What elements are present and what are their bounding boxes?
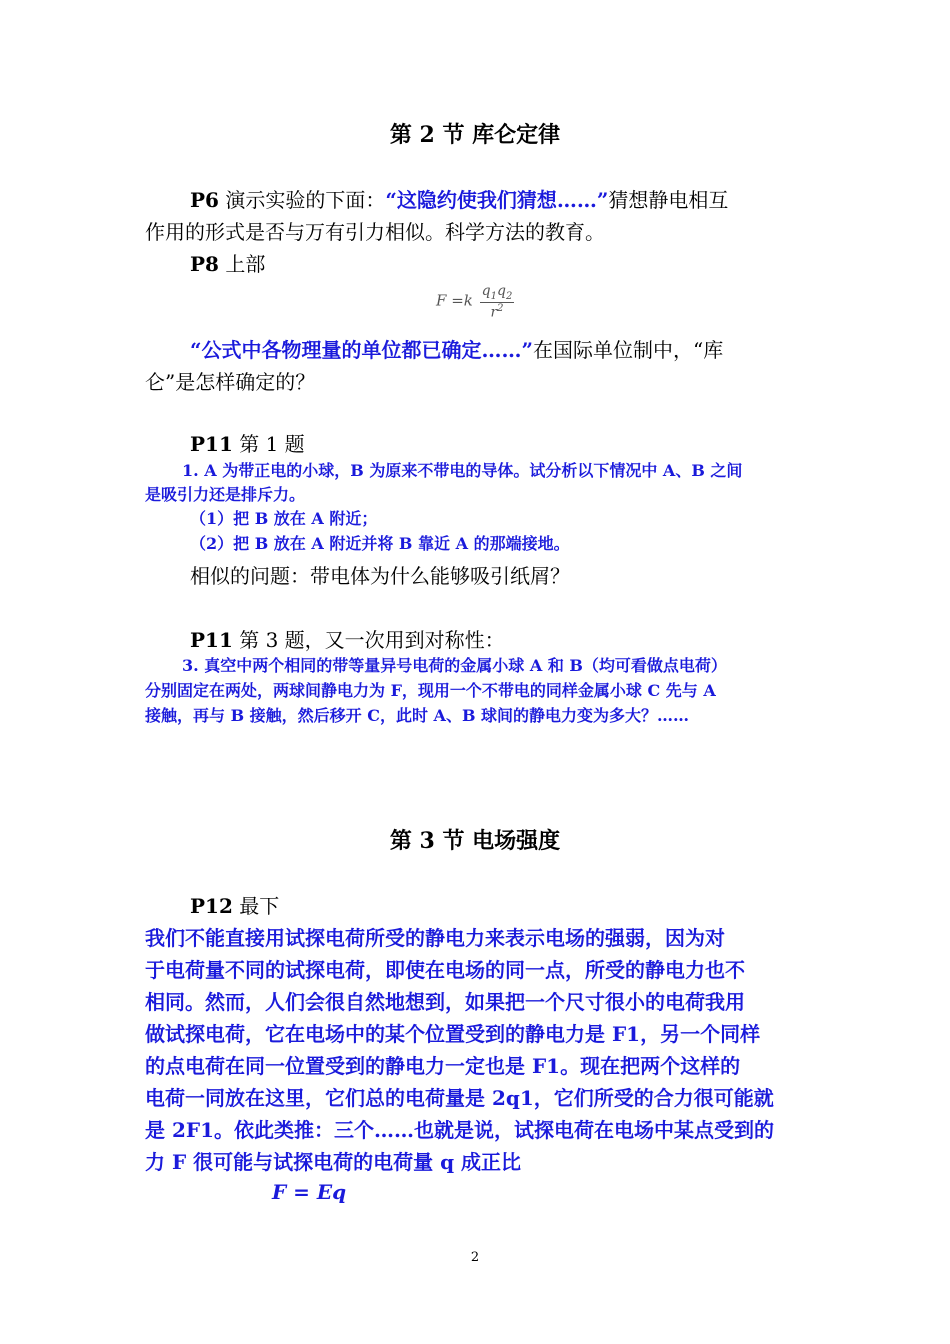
p6-text-a: 演示实验的下面： [218, 188, 386, 212]
coulomb-formula [436, 283, 514, 320]
formula-fraction [480, 283, 515, 320]
p11-1-line [190, 428, 305, 457]
field-equation: F = Eq [272, 1180, 347, 1204]
formula-F: F [436, 291, 447, 310]
p11-3-line [190, 624, 505, 653]
units-text: 在国际单位制中，“库 [533, 338, 724, 362]
formula-eq: = [451, 291, 464, 310]
p11-1-label: P11 [190, 432, 233, 456]
p11-3-label: P11 [190, 628, 233, 652]
q1-line1: 1. A 为带正电的小球，B 为原来不带电的导体。试分析以下情况中 A、B 之间 [182, 461, 743, 480]
para-line-3: 相同。然而，人们会很自然地想到，如果把一个尺寸很小的电荷我用 [145, 990, 745, 1014]
section2-title: 第 2 节 库仑定律 [389, 122, 561, 148]
p12-text: 最下 [232, 894, 280, 918]
q1-item2: （2）把 B 放在 A 附近并将 B 靠近 A 的那端接地。 [190, 534, 570, 553]
p6-text-b: 猜想静电相互 [608, 188, 729, 212]
para-line-4: 做试探电荷，它在电场中的某个位置受到的静电力是 F1，另一个同样 [145, 1022, 761, 1046]
p11-3-text: 第 3 题，又一次用到对称性： [232, 628, 505, 652]
units-line2: 仑”是怎样确定的？ [145, 370, 316, 394]
q3-line2: 分别固定在两处，两球间静电力为 F，现用一个不带电的同样金属小球 C 先与 A [145, 681, 716, 700]
formula-numerator: $q_1q_2$ [481, 283, 513, 302]
para-line-1: 我们不能直接用试探电荷所受的静电力来表示电场的强弱，因为对 [145, 926, 725, 950]
p6-line1 [190, 184, 728, 213]
units-quote: “公式中各物理量的单位都已确定……” [190, 338, 534, 362]
q3-line1: 3. 真空中两个相同的带等量异号电荷的金属小球 A 和 B（均可看做点电荷） [182, 656, 727, 675]
para-line-6: 电荷一同放在这里，它们总的电荷量是 2q1，它们所受的合力很可能就 [145, 1086, 774, 1110]
p8-text: 上部 [218, 252, 266, 276]
page-number: 2 [470, 1250, 480, 1265]
q3-line3: 接触，再与 B 接触，然后移开 C，此时 A、B 球间的静电力变为多大？…… [145, 706, 690, 725]
p8-label: P8 [190, 252, 219, 276]
p6-quote: “这隐约使我们猜想……” [385, 188, 609, 212]
formula-k: k [463, 291, 473, 310]
p8-line [190, 248, 265, 277]
section3-title: 第 3 节 电场强度 [389, 828, 561, 854]
units-line1 [190, 334, 723, 363]
q1-line2: 是吸引力还是排斥力。 [145, 485, 306, 504]
para-line-8: 力 F 很可能与试探电荷的电荷量 q 成正比 [145, 1150, 522, 1174]
q1-item1: （1）把 B 放在 A 附近； [190, 509, 378, 528]
p6-label: P6 [190, 188, 219, 212]
p11-1-text: 第 1 题 [232, 432, 305, 456]
p12-label: P12 [190, 894, 233, 918]
para-line-2: 于电荷量不同的试探电荷，即使在电场的同一点，所受的静电力也不 [145, 958, 745, 982]
para-line-7: 是 2F1。依此类推：三个……也就是说，试探电荷在电场中某点受到的 [145, 1118, 774, 1142]
p12-line [190, 890, 279, 919]
p6-line2: 作用的形式是否与万有引力相似。科学方法的教育。 [145, 220, 605, 244]
formula-denominator: $r^2$ [490, 302, 504, 321]
similar-question: 相似的问题：带电体为什么能够吸引纸屑？ [190, 564, 570, 588]
para-line-5: 的点电荷在同一位置受到的静电力一定也是 F1。现在把两个这样的 [145, 1054, 741, 1078]
